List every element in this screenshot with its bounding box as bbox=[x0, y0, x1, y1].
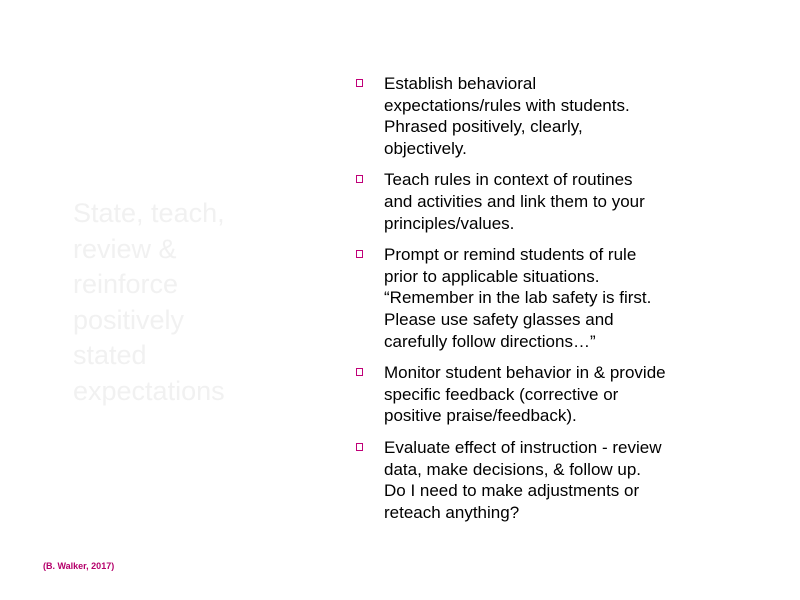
bullet-line: objectively. bbox=[384, 138, 467, 158]
square-bullet-icon bbox=[356, 250, 363, 258]
bullet-item-teach-rules bbox=[356, 169, 786, 234]
citation: (B. Walker, 2017) bbox=[43, 561, 115, 571]
bullet-line: Please use safety glasses and bbox=[384, 309, 614, 329]
bullet-text bbox=[384, 244, 786, 352]
bullet-item-evaluate-effect bbox=[356, 437, 786, 523]
title-line: reinforce bbox=[73, 269, 179, 299]
square-bullet-icon bbox=[356, 443, 363, 451]
bullet-item-establish-expectations bbox=[356, 73, 786, 159]
title-line: review & bbox=[73, 233, 177, 264]
bullet-line: prior to applicable situations. bbox=[384, 266, 600, 286]
bullet-line: Do I need to make adjustments or bbox=[384, 481, 640, 501]
bullet-line: “Remember in the lab safety is first. bbox=[384, 288, 652, 308]
bullet-line: Establish behavioral bbox=[384, 74, 537, 93]
title-line: State, teach, bbox=[73, 198, 225, 228]
bullet-line: Phrased positively, clearly, bbox=[384, 117, 583, 137]
bullet-line: specific feedback (corrective or bbox=[384, 384, 619, 404]
bullet-line: reteach anything? bbox=[384, 502, 520, 522]
bullet-line: data, make decisions, & follow up. bbox=[384, 459, 642, 479]
bullet-line: and activities and link them to your bbox=[384, 191, 645, 211]
title-line: expectations bbox=[73, 375, 225, 406]
bullet-text bbox=[384, 169, 786, 234]
bullet-list bbox=[356, 73, 786, 533]
bullet-line: expectations/rules with students. bbox=[384, 95, 630, 115]
square-bullet-icon bbox=[356, 368, 363, 376]
title-line: positively bbox=[73, 304, 185, 335]
bullet-line: Prompt or remind students of rule bbox=[384, 245, 637, 265]
square-bullet-icon bbox=[356, 79, 363, 87]
bullet-line: Evaluate effect of instruction - review bbox=[384, 437, 662, 457]
bullet-text bbox=[384, 362, 786, 427]
bullet-text bbox=[384, 73, 786, 159]
slide-title bbox=[73, 196, 263, 409]
bullet-line: positive praise/feedback). bbox=[384, 406, 577, 426]
bullet-line: Teach rules in context of routines bbox=[384, 170, 633, 190]
bullet-text bbox=[384, 437, 786, 523]
bullet-line: principles/values. bbox=[384, 213, 515, 233]
square-bullet-icon bbox=[356, 175, 363, 183]
bullet-item-monitor-behavior bbox=[356, 362, 786, 427]
title-line: stated bbox=[73, 340, 147, 370]
bullet-line: Monitor student behavior in & provide bbox=[384, 363, 666, 383]
bullet-item-prompt-remind bbox=[356, 244, 786, 352]
bullet-line: carefully follow directions…” bbox=[384, 331, 596, 351]
